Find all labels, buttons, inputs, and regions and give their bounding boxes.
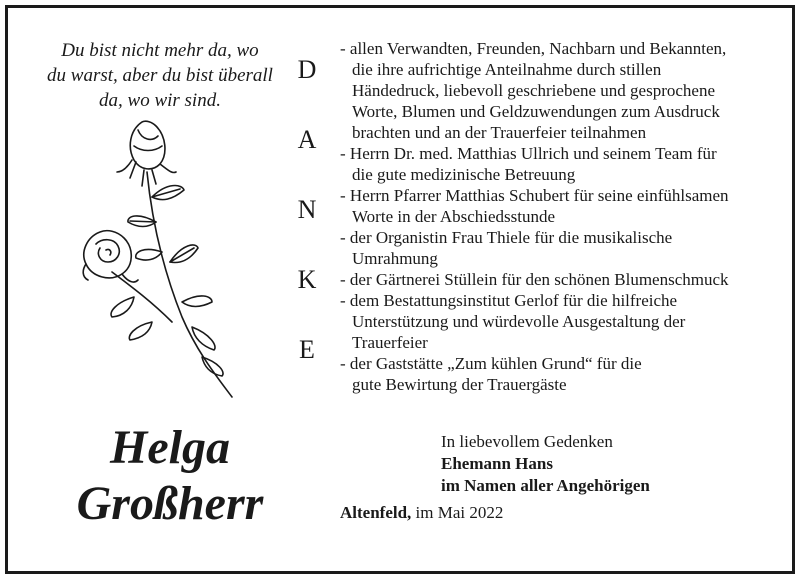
danke-letter: D — [297, 55, 317, 84]
thanks-item — [340, 143, 770, 185]
closing-signature — [441, 431, 650, 497]
thanks-line: - allen Verwandten, Freunden, Nachbarn und Bekannten, — [340, 39, 727, 58]
danke-letter: K — [297, 265, 317, 294]
thanks-line: Unterstützung und würdevolle Ausgestaltung der — [352, 312, 686, 331]
thanks-line: Worte in der Abschiedsstunde — [352, 207, 556, 226]
thanks-line: Händedruck, liebevoll geschriebene und gesprochene — [352, 81, 715, 100]
thanks-item — [340, 227, 770, 269]
last-name: Großherr — [76, 477, 264, 530]
date: im Mai 2022 — [415, 503, 504, 522]
deceased-name — [20, 420, 320, 532]
danke-letter: A — [297, 125, 317, 154]
thanks-line: Umrahmung — [352, 249, 438, 268]
quote-line: da, wo wir sind. — [99, 90, 221, 111]
thanks-line: die ihre aufrichtige Anteilnahme durch stillen — [352, 60, 662, 79]
thanks-line: Worte, Blumen und Geldzuwendungen zum Ausdruck — [352, 102, 720, 121]
thanks-line: Trauerfeier — [352, 333, 428, 352]
signer-line: Ehemann Hans — [441, 454, 553, 473]
thanks-line: - der Gaststätte „Zum kühlen Grund“ für die — [340, 354, 642, 373]
quote-line: du warst, aber du bist überall — [47, 65, 273, 86]
danke-letter: N — [297, 195, 317, 224]
thanks-line: die gute medizinische Betreuung — [352, 165, 576, 184]
thanks-line: - Herrn Pfarrer Matthias Schubert für seine einfühlsamen — [340, 186, 729, 205]
thanks-item — [340, 353, 770, 395]
thanks-list — [340, 38, 770, 395]
town: Altenfeld, — [340, 503, 412, 522]
thanks-line: - Herrn Dr. med. Matthias Ullrich und seinem Team für — [340, 144, 717, 163]
danke-letter: E — [299, 335, 315, 364]
thanks-line: gute Bewirtung der Trauergäste — [352, 375, 567, 394]
thanks-line: - der Gärtnerei Stüllein für den schönen Blumenschmuck — [340, 270, 729, 289]
rose-illustration — [72, 112, 247, 407]
thanks-line: - der Organistin Frau Thiele für die musikalische — [340, 228, 673, 247]
signer-line: im Namen aller Angehörigen — [441, 476, 650, 495]
thanks-line: brachten und an der Trauerfeier teilnahmen — [352, 123, 647, 142]
memorial-quote — [20, 38, 300, 113]
thanks-line: - dem Bestattungsinstitut Gerlof für die hilfreiche — [340, 291, 678, 310]
closing-intro: In liebevollem Gedenken — [441, 432, 613, 451]
thanks-item — [340, 38, 770, 143]
thanks-item — [340, 185, 770, 227]
thanks-item — [340, 290, 770, 353]
thanks-item — [340, 269, 770, 290]
first-name: Helga — [110, 421, 230, 474]
place-date — [340, 502, 503, 524]
quote-line: Du bist nicht mehr da, wo — [61, 40, 259, 61]
